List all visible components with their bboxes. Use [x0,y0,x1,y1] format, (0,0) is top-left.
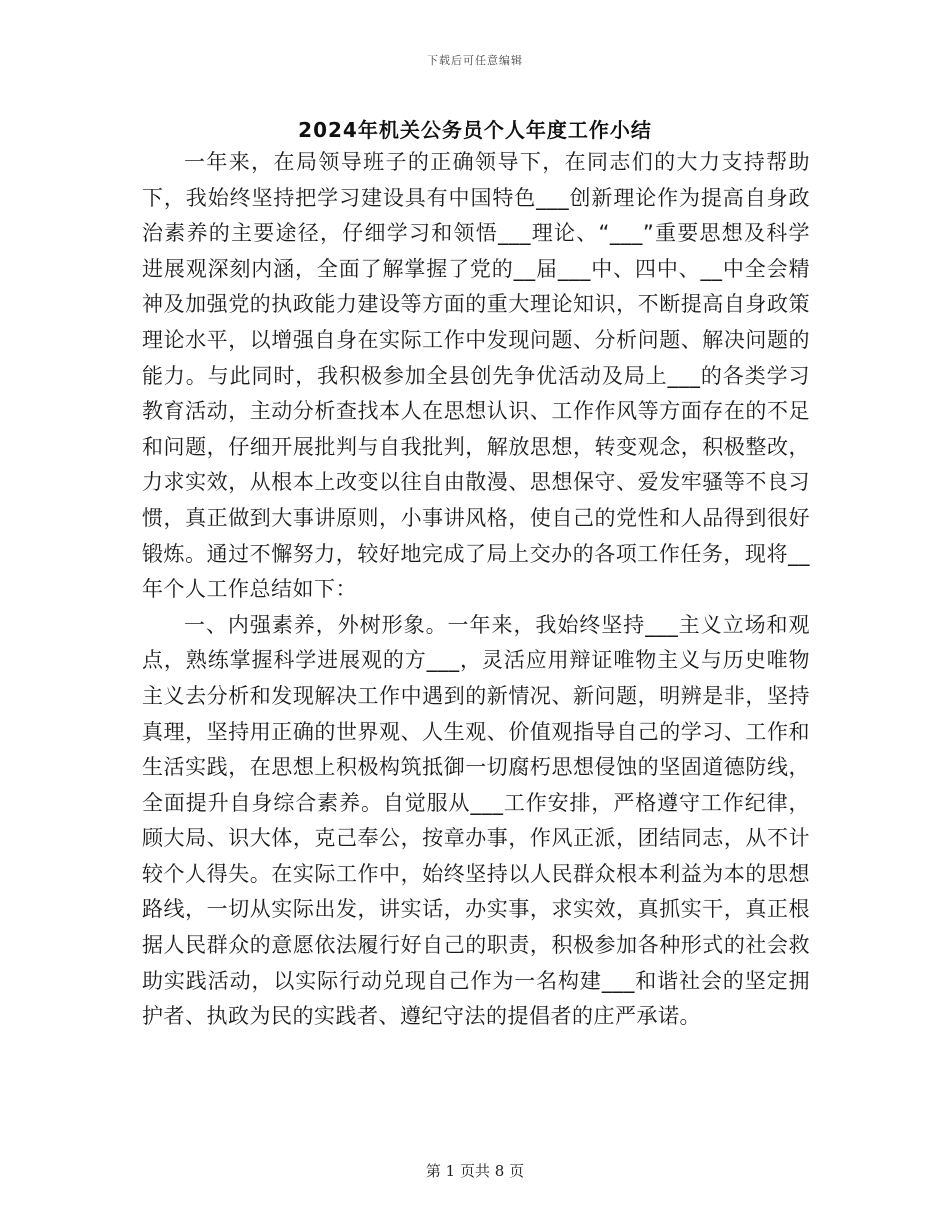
document-title: 2024年机关公务员个人年度工作小结 [298,118,652,142]
page-number: 第 1 页共 8 页 [425,1162,525,1180]
header-note: 下载后可任意编辑 [427,54,523,67]
paragraph-section-one: 一、内强素养，外树形象。一年来，我始终坚持___主义立场和观点，熟练掌握科学进展观的方___，灵活应用辩证唯物主义与历史唯物主义去分析和发现解决工作中遇到的新情况、新问题，明辨是非，坚持真理，坚持用正确的世界观、人生观、价值观指导自己的学习、工作和生活实践，在思想上积极构筑抵御一切腐朽思想侵蚀的坚固道德防线，全面提升自身综合素养。自觉服从___工作安排，严格遵守工作纪律，顾大局、识大体，克己奉公，按章办事，作风正派，团结同志，从不计较个人得失。在实际工作中，始终坚持以人民群众根本利益为本的思想路线，一切从实际出发，讲实话，办实事，求实效，真抓实干，真正根据人民群众的意愿依法履行好自己的职责，积极参加各种形式的社会救助实践活动，以实际行动兑现自己作为一名构建___和谐社会的坚定拥护者、执政为民的实践者、遵纪守法的提倡者的庄严承诺。 [142,612,810,1029]
paragraph-intro: 一年来，在局领导班子的正确领导下，在同志们的大力支持帮助下，我始终坚持把学习建设具有中国特色___创新理论作为提高自身政治素养的主要途径，仔细学习和领悟___理论、“___”重要思想及科学进展观深刻内涵，全面了解掌握了党的__届___中、四中、__中全会精神及加强党的执政能力建设等方面的重大理论知识，不断提高自身政策理论水平，以增强自身在实际工作中发现问题、分析问题、解决问题的能力。与此同时，我积极参加全县创先争优活动及局上___的各类学习教育活动，主动分析查找本人在思想认识、工作作风等方面存在的不足和问题，仔细开展批判与自我批判，解放思想，转变观念，积极整改，力求实效，从根本上改变以往自由散漫、思想保守、爱发牢骚等不良习惯，真正做到大事讲原则，小事讲风格，使自己的党性和人品得到很好锻炼。通过不懈努力，较好地完成了局上交办的各项工作任务，现将__年个人工作总结如下： [142,150,810,602]
document-body [142,145,810,1035]
